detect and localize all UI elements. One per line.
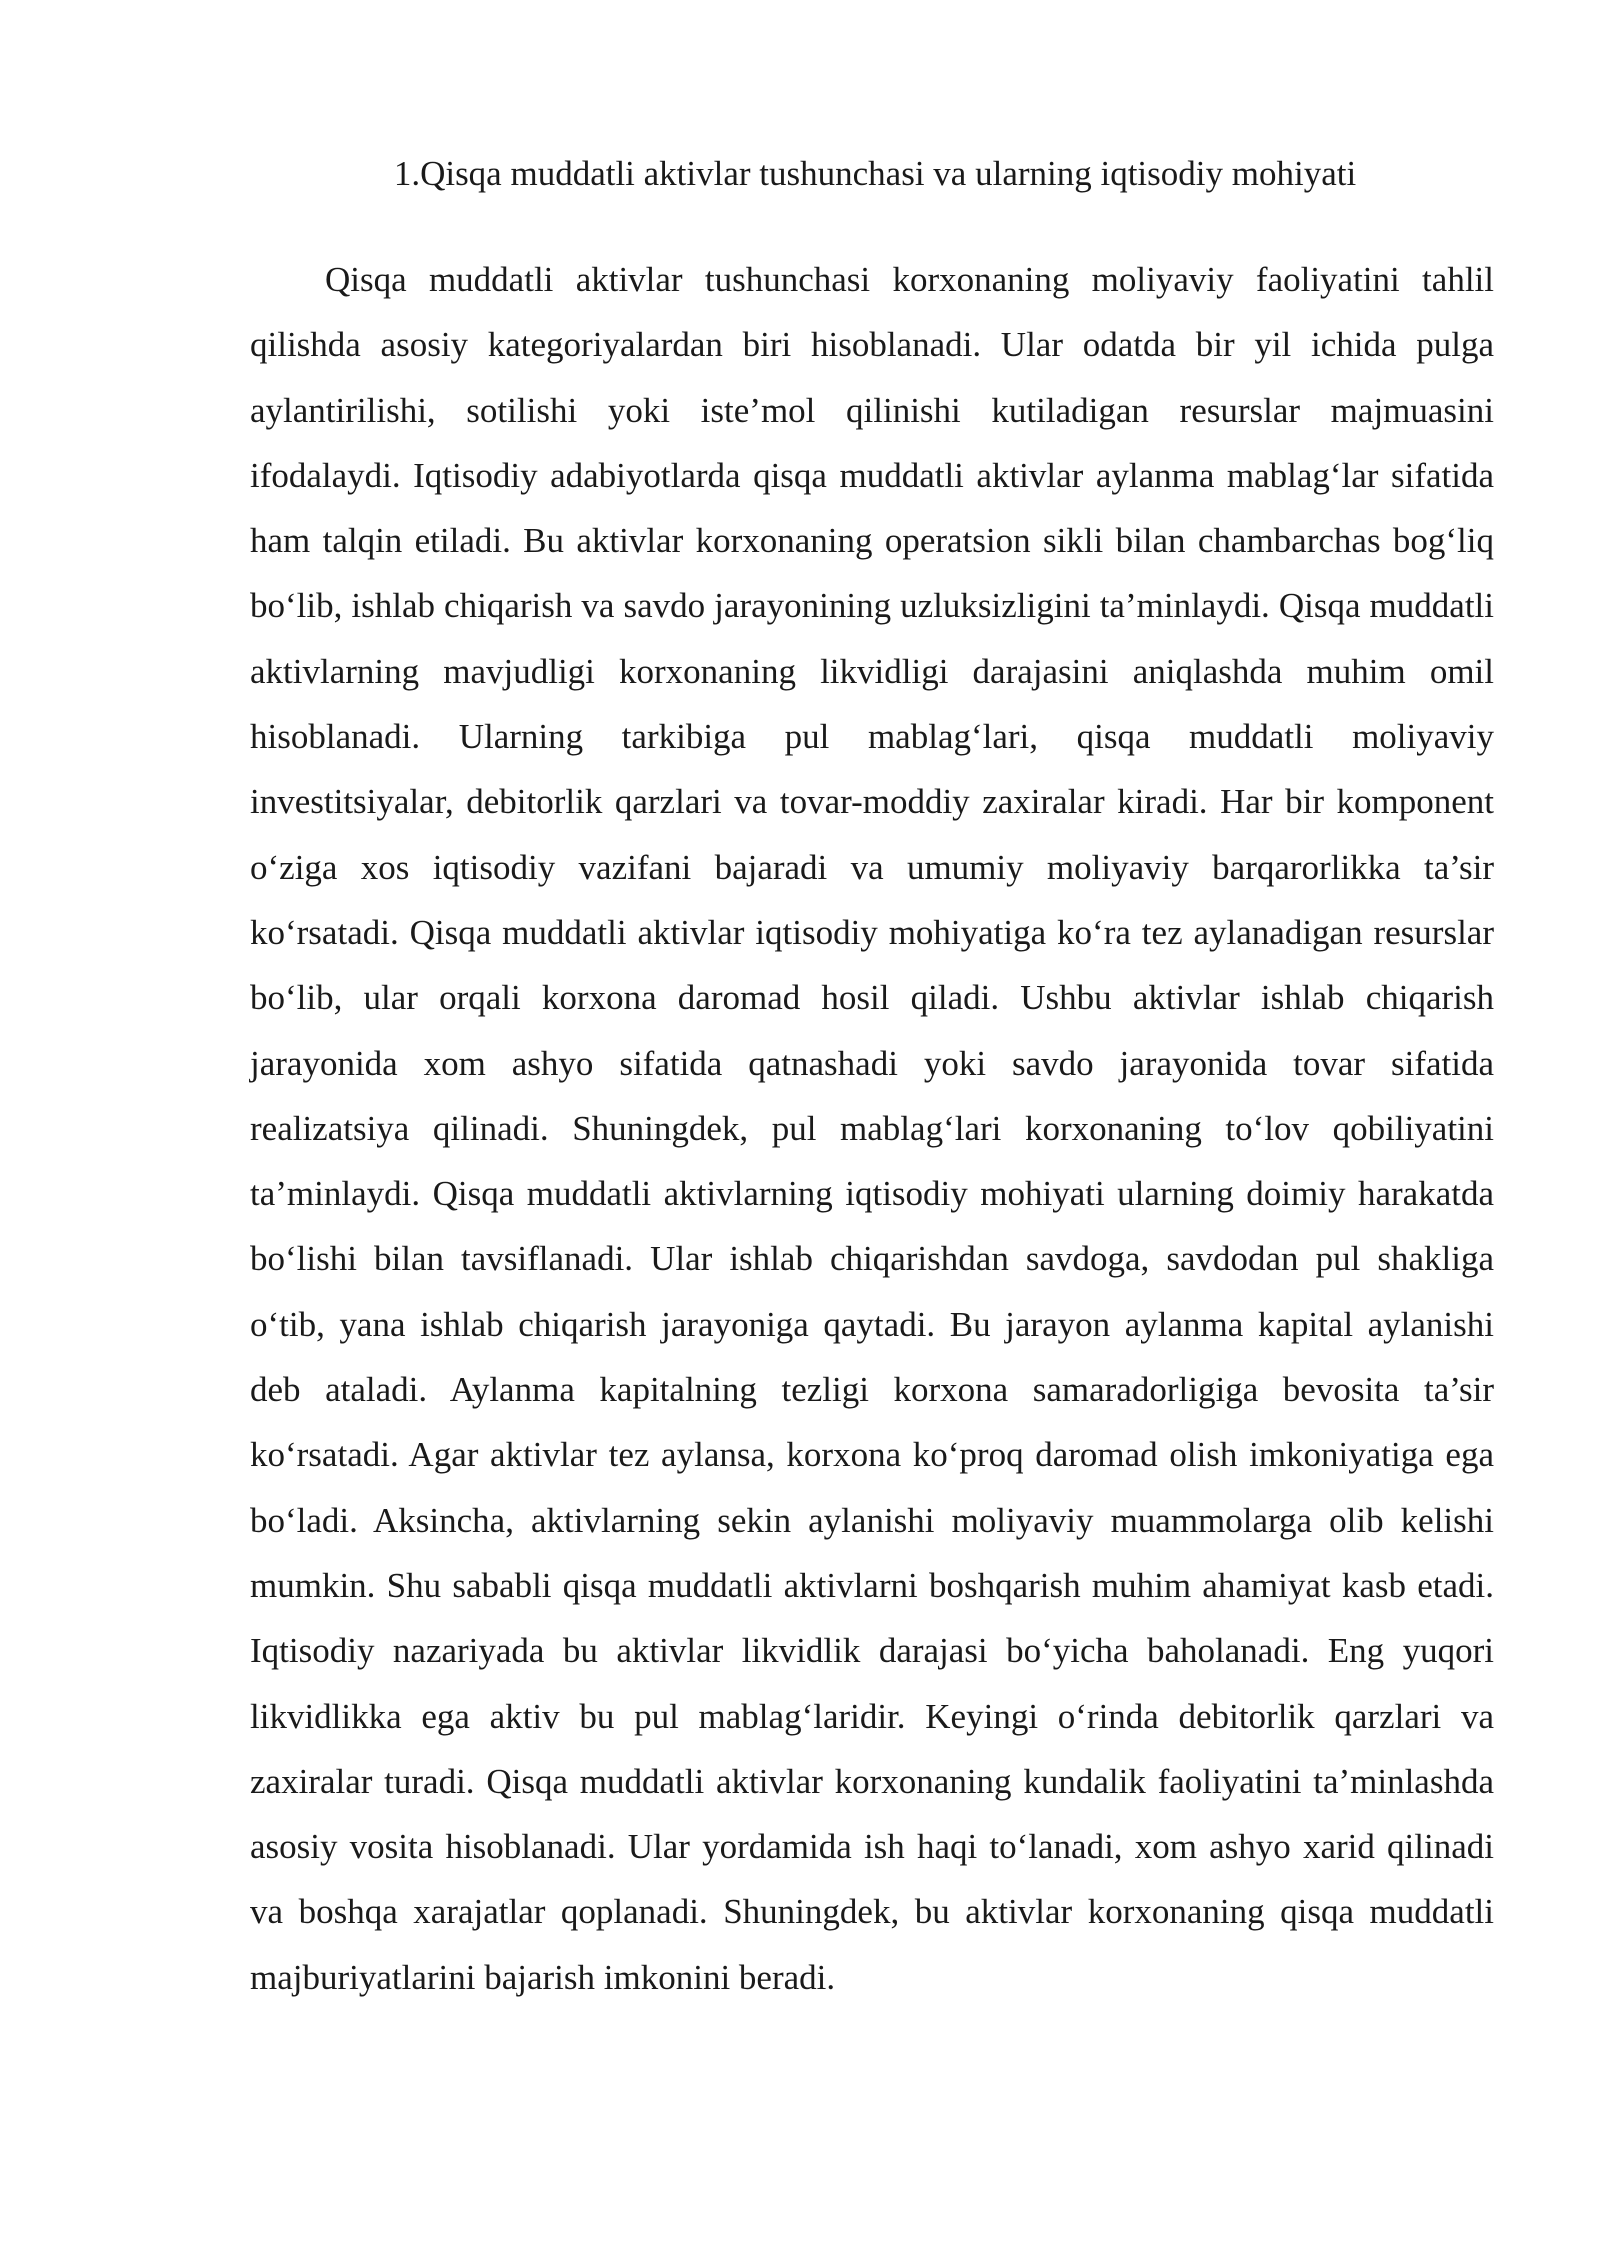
body-paragraph: Qisqa muddatli aktivlar tushunchasi korxonaning moliyaviy faoliyatini tahlil qilishda asosiy kategoriyalardan biri hisoblanadi. Ular odatda bir yil ichida pulga aylantirilishi, sotilishi yoki iste’mol qilinishi kutiladigan resurslar majmuasini ifodalaydi. Iqtisodiy adabiyotlarda qisqa muddatli aktivlar aylanma mablag‘lar sifatida ham talqin etiladi. Bu aktivlar korxonaning operatsion sikli bilan chambarchas bog‘liq bo‘lib, ishlab chiqarish va savdo jarayonining uzluksizligini ta’minlaydi. Qisqa muddatli aktivlarning mavjudligi korxonaning likvidligi darajasini aniqlashda muhim omil hisoblanadi. Ularning tarkibiga pul mablag‘lari, qisqa muddatli moliyaviy investitsiyalar, debitorlik qarzlari va tovar-moddiy zaxiralar kiradi. Har bir komponent o‘ziga xos iqtisodiy vazifani bajaradi va umumiy moliyaviy barqarorlikka ta’sir ko‘rsatadi. Qisqa muddatli aktivlar iqtisodiy mohiyatiga ko‘ra tez aylanadigan resurslar bo‘lib, ular orqali korxona daromad hosil qiladi. Ushbu aktivlar ishlab chiqarish jarayonida xom ashyo sifatida qatnashadi yoki savdo jarayonida tovar sifatida realizatsiya qilinadi. Shuningdek, pul mablag‘lari korxonaning to‘lov qobiliyatini ta’minlaydi. Qisqa muddatli aktivlarning iqtisodiy mohiyati ularning doimiy harakatda bo‘lishi bilan tavsiflanadi. Ular ishlab chiqarishdan savdoga, savdodan pul shakliga o‘tib, yana ishlab chiqarish jarayoniga qaytadi. Bu jarayon aylanma kapital aylanishi deb ataladi. Aylanma kapitalning tezligi korxona samaradorligiga bevosita ta’sir ko‘rsatadi. Agar aktivlar tez aylansa, korxona ko‘proq daromad olish imkoniyatiga ega bo‘ladi. Aksincha, aktivlarning sekin aylanishi moliyaviy muammolarga olib kelishi mumkin. Shu sababli qisqa muddatli aktivlarni boshqarish muhim ahamiyat kasb etadi. Iqtisodiy nazariyada bu aktivlar likvidlik darajasi bo‘yicha baholanadi. Eng yuqori likvidlikka ega aktiv bu pul mablag‘laridir. Keyingi o‘rinda debitorlik qarzlari va zaxiralar turadi. Qisqa muddatli aktivlar korxonaning kundalik faoliyatini ta’minlashda asosiy vosita hisoblanadi. Ular yordamida ish haqi to‘lanadi, xom ashyo xarid qilinadi va boshqa xarajatlar qoplanadi. Shuningdek, bu aktivlar korxonaning qisqa muddatli majburiyatlarini bajarish imkonini beradi.: [250, 260, 1494, 1997]
section-heading: 1.Qisqa muddatli aktivlar tushunchasi va ularning iqtisodiy mohiyati: [393, 154, 1357, 193]
